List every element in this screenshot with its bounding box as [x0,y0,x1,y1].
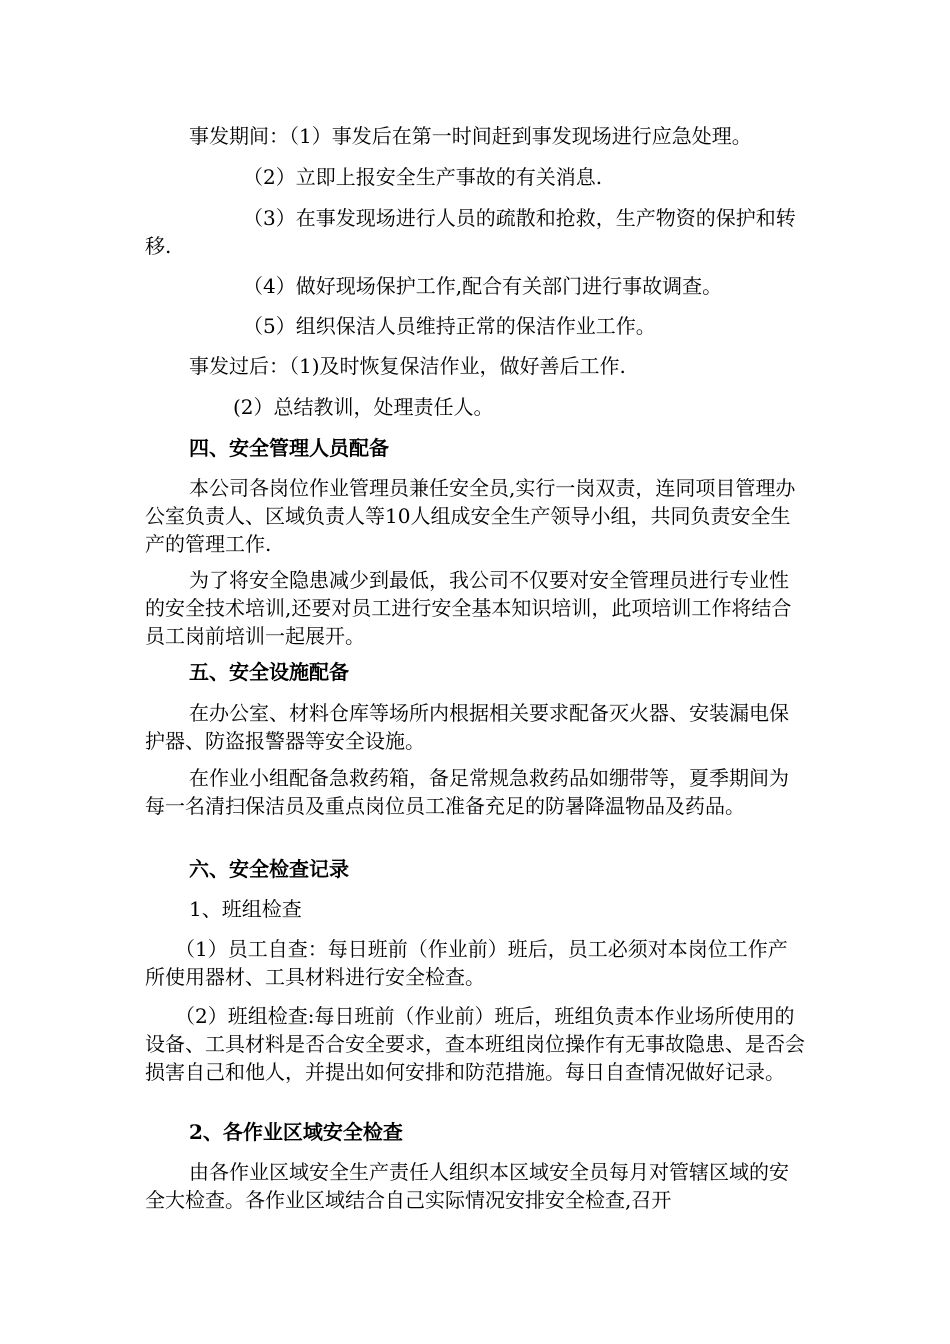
paragraph-incident-period-1: 事发期间：（1）事发后在第一时间赶到事发现场进行应急处理。 [189,124,752,148]
paragraph-incident-period-5: （5）组织保洁人员维持正常的保洁作业工作。 [243,314,656,338]
section-heading-4: 四、安全管理人员配备 [189,436,389,460]
paragraph-team-check: （2）班组检查:每日班前（作业前）班后，班组负责本作业场所使用的设备、工具材料是否合安全要求，查本班组岗位操作有无事故隐患、是否会损害自己和他人，并提出如何安排和防范措施。每日自查情况做好记录。 [145,1004,805,1084]
subheading-area-inspection: 2、各作业区域安全检查 [189,1120,403,1144]
paragraph-incident-period-2: （2）立即上报安全生产事故的有关消息. [243,165,603,189]
paragraph-section4-1: 本公司各岗位作业管理员兼任安全员,实行一岗双责，连同项目管理办公室负责人、区域负责人等10人组成安全生产领导小组，共同负责安全生产的管理工作. [145,476,796,556]
paragraph-section5-1: 在办公室、材料仓库等场所内根据相关要求配备灭火器、安装漏电保护器、防盗报警器等安全设施。 [145,701,789,753]
paragraph-incident-period-3: （3）在事发现场进行人员的疏散和抢救，生产物资的保护和转移. [145,206,796,258]
paragraph-incident-period-4: （4）做好现场保护工作,配合有关部门进行事故调查。 [243,274,723,298]
paragraph-self-inspection: （1）员工自查：每日班前（作业前）班后，员工必须对本岗位工作产所使用器材、工具材料进行安全检查。 [145,937,788,989]
paragraph-after-incident-1: 事发过后：（1)及时恢复保洁作业，做好善后工作. [189,354,626,378]
paragraph-section5-2: 在作业小组配备急救药箱，备足常规急救药品如绷带等，夏季期间为每一名清扫保洁员及重点岗位员工准备充足的防暑降温物品及药品。 [145,766,789,818]
section-heading-6: 六、安全检查记录 [189,857,349,881]
paragraph-after-incident-2: (2）总结教训，处理责任人。 [233,395,494,419]
subheading-team-inspection: 1、班组检查 [189,897,302,921]
section-heading-5: 五、安全设施配备 [189,660,349,684]
paragraph-section4-2: 为了将安全隐患减少到最低，我公司不仅要对安全管理员进行专业性的安全技术培训,还要对员工进行安全基本知识培训，此项培训工作将结合员工岗前培训一起展开。 [145,568,792,648]
paragraph-area-inspection: 由各作业区域安全生产责任人组织本区域安全员每月对管辖区域的安全大检查。各作业区域结合自己实际情况安排安全检查,召开 [145,1160,789,1212]
